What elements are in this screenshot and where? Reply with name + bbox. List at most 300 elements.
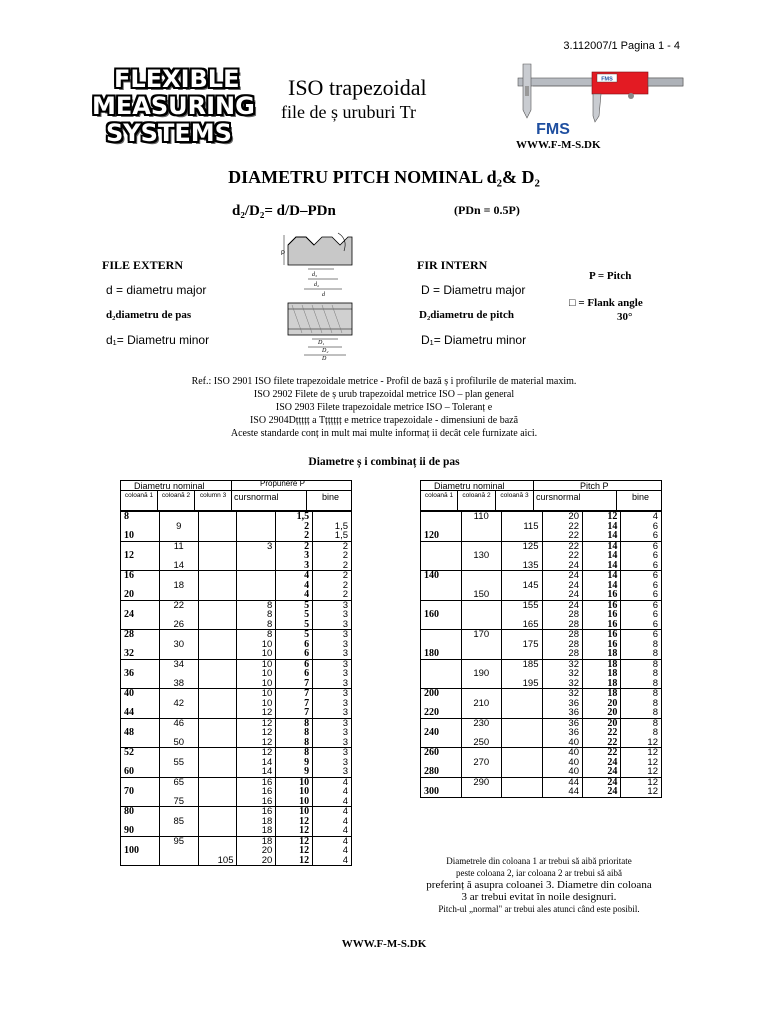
table-cell-c1 [121,561,160,571]
table-cell-c5: 16 [583,630,621,640]
table-cell-c6: 3 [313,649,352,659]
table-cell-c4: 12 [237,738,276,748]
table-cell-c1 [121,856,160,866]
table-cell-c1 [121,797,160,807]
table-cell-c1: 48 [121,728,160,738]
table-row [121,856,352,866]
table-cell-c2 [461,767,502,777]
table-cell-c6: 6 [621,551,662,561]
table-cell-c4: 40 [542,758,583,768]
table-cell-c2 [461,571,502,581]
table-row [121,728,352,738]
table-cell-c3: 195 [502,679,543,689]
table-cell-c1 [121,620,160,630]
table-cell-c4: 28 [542,649,583,659]
table-row [121,551,352,561]
table-cell-c6: 3 [313,767,352,777]
table-cell-c5: 18 [583,659,621,669]
table-cell-c5: 6 [276,640,313,650]
table-cell-c2 [461,600,502,610]
table-cell-c4: 8 [237,600,276,610]
table-cell-c4: 16 [237,797,276,807]
table-row [121,590,352,600]
table-cell-c6: 2 [313,581,352,591]
table-cell-c4: 24 [542,600,583,610]
table-cell-c2 [159,689,198,699]
note-line: peste coloana 2, iar coloana 2 ar trebui să aibă [456,868,622,878]
table-cell-c3 [198,541,237,551]
table-cell-c4: 18 [237,817,276,827]
table-cell-c4: 8 [237,610,276,620]
reference-line: Ref.: ISO 2901 ISO filete trapezoidale metrice - Profil de bază ș i profilurile de material maxim. [191,376,577,387]
table-cell-c2: 190 [461,669,502,679]
table-row [121,669,352,679]
table-cell-c6: 2 [313,590,352,600]
table-cell-c3 [502,708,543,718]
table-cell-c3 [502,571,543,581]
table-cell-c6: 3 [313,718,352,728]
table-cell-c5: 7 [276,708,313,718]
table-cell-c4: 32 [542,679,583,689]
table-cell-c5: 12 [583,512,621,522]
table-cell-c4: 10 [237,659,276,669]
standards-references [0,375,768,440]
table-cell-c2 [159,826,198,836]
table-cell-c3: 125 [502,541,543,551]
diagram-label-d3: d₃ [312,272,318,278]
table-cell-c5: 16 [583,610,621,620]
table-cell-c4: 12 [237,708,276,718]
table-row [421,787,662,797]
table-cell-c2 [461,610,502,620]
table-cell-c1: 120 [421,531,462,541]
table-cell-c6: 4 [313,807,352,817]
table-cell-c5: 3 [276,561,313,571]
table-cell-c2 [159,590,198,600]
table-cell-c4 [237,512,276,522]
legend-pitch: P = Pitch [589,270,632,282]
table-cell-c1: 20 [121,590,160,600]
right-header-col2: coloană 2 [462,492,491,499]
table-cell-c1: 300 [421,787,462,797]
table-cell-c4: 20 [237,846,276,856]
caliper-depth-rod [648,78,683,86]
table-row [421,708,662,718]
table-cell-c5: 18 [583,689,621,699]
table-cell-c6: 1,5 [313,522,352,532]
table-cell-c4: 28 [542,640,583,650]
table-cell-c6: 8 [621,669,662,679]
table-cell-c4: 28 [542,630,583,640]
table-cell-c6: 12 [621,758,662,768]
table-cell-c3 [198,728,237,738]
table-cell-c6: 8 [621,679,662,689]
table-cell-c1: 180 [421,649,462,659]
table-cell-c4 [237,551,276,561]
table-cell-c6: 8 [621,659,662,669]
table-cell-c4: 12 [237,728,276,738]
right-header-col1: coloană 1 [424,492,454,499]
table-cell-c6: 1,5 [313,531,352,541]
table-cell-c5: 16 [583,590,621,600]
table-cell-c3: 175 [502,640,543,650]
table-cell-c1 [421,738,462,748]
caliper-illustration [513,62,688,142]
table-cell-c6: 6 [621,610,662,620]
table-cell-c4: 24 [542,590,583,600]
table-cell-c6: 2 [313,561,352,571]
table-cell-c1: 44 [121,708,160,718]
table-row [421,522,662,532]
table-cell-c3 [198,522,237,532]
header-subtitle: file de ș uruburi Tr [281,102,416,122]
table-cell-c2: 9 [159,522,198,532]
table-cell-c3 [198,640,237,650]
note-line: preferinț ă asupra coloanei 3. Diametre din coloana [426,879,652,891]
table-cell-c1 [421,630,462,640]
table-cell-c5: 12 [276,836,313,846]
table-cell-c5: 20 [583,708,621,718]
table-cell-c1: 100 [121,846,160,856]
table-cell-c5: 12 [276,826,313,836]
table-cell-c4: 22 [542,531,583,541]
combinations-title: Diametre ș i combinaț ii de pas [308,456,460,468]
table-cell-c1: 220 [421,708,462,718]
table-cell-c6: 2 [313,551,352,561]
table-cell-c2 [159,856,198,866]
table-cell-c6: 12 [621,748,662,758]
table-cell-c6: 3 [313,659,352,669]
table-cell-c5: 8 [276,728,313,738]
table-cell-c5: 12 [276,846,313,856]
table-row [121,610,352,620]
table-row [421,738,662,748]
table-cell-c6: 2 [313,541,352,551]
table-cell-c4: 10 [237,640,276,650]
table-cell-c3 [198,649,237,659]
external-pitch-diameter: d₂diametru de pas [106,309,192,321]
caliper-moving-jaw [593,94,601,122]
table-cell-c6: 3 [313,758,352,768]
table-cell-c2: 150 [461,590,502,600]
table-cell-c6: 4 [313,787,352,797]
table-cell-c5: 6 [276,659,313,669]
table-cell-c3 [198,826,237,836]
table-cell-c3 [198,708,237,718]
table-cell-c3: 185 [502,659,543,669]
caliper-slider-label: FMS [601,76,613,83]
table-cell-c4: 24 [542,581,583,591]
table-cell-c3 [502,718,543,728]
table-cell-c6: 3 [313,640,352,650]
table-cell-c1: 28 [121,630,160,640]
table-cell-c5: 22 [583,728,621,738]
table-cell-c3 [198,767,237,777]
table-cell-c2: 42 [159,699,198,709]
table-cell-c5: 14 [583,541,621,551]
table-cell-c6: 6 [621,561,662,571]
table-cell-c2 [461,679,502,689]
table-cell-c2: 170 [461,630,502,640]
table-cell-c1: 8 [121,512,160,522]
table-cell-c5: 7 [276,699,313,709]
table-row [421,581,662,591]
table-cell-c2: 18 [159,581,198,591]
table-row [421,689,662,699]
table-row [421,679,662,689]
table-cell-c3 [198,590,237,600]
logo-line-1: FLEXIBLE [114,65,240,93]
table-row [121,797,352,807]
table-cell-c3 [198,758,237,768]
table-cell-c1 [421,620,462,630]
table-cell-c3: 145 [502,581,543,591]
diagram-label-D: D [322,356,327,360]
diagram-label-d2: d₂ [314,282,320,288]
table-cell-c5: 8 [276,738,313,748]
table-cell-c6: 8 [621,708,662,718]
table-cell-c4: 10 [237,649,276,659]
legend-angle-value: 30° [617,311,633,323]
right-data-table [420,511,662,798]
external-major: d = diametru major [106,283,207,297]
table-row [421,590,662,600]
table-cell-c5: 1,5 [276,512,313,522]
table-cell-c2: 290 [461,777,502,787]
table-row [121,679,352,689]
caliper-thumb-wheel [628,93,634,99]
table-cell-c2 [461,620,502,630]
table-cell-c6: 6 [621,590,662,600]
table-cell-c3 [198,777,237,787]
table-cell-c4: 12 [237,748,276,758]
right-header-nominal: Diametru nominal [434,481,505,491]
table-row [421,777,662,787]
table-cell-c2 [461,531,502,541]
table-row [121,699,352,709]
table-row [421,620,662,630]
table-cell-c3: 135 [502,561,543,571]
table-cell-c4: 44 [542,787,583,797]
table-row [421,767,662,777]
table-cell-c1: 200 [421,689,462,699]
table-cell-c1: 12 [121,551,160,561]
table-cell-c2 [461,787,502,797]
table-cell-c6: 6 [621,581,662,591]
table-cell-c6: 4 [313,826,352,836]
main-title: DIAMETRU PITCH NOMINAL d₂& D₂ [228,167,540,187]
table-cell-c2: 46 [159,718,198,728]
table-cell-c2 [461,640,502,650]
table-cell-c3 [198,817,237,827]
table-cell-c6: 3 [313,669,352,679]
left-header-col1: coloană 1 [124,492,154,499]
table-row [121,807,352,817]
table-cell-c2 [159,649,198,659]
table-cell-c5: 14 [583,551,621,561]
table-cell-c4: 18 [237,826,276,836]
table-cell-c6: 8 [621,718,662,728]
table-cell-c4: 16 [237,787,276,797]
table-cell-c3 [502,787,543,797]
table-cell-c4: 36 [542,718,583,728]
table-cell-c6: 3 [313,630,352,640]
table-cell-c5: 5 [276,630,313,640]
table-cell-c5: 4 [276,571,313,581]
top-url[interactable]: WWW.F-M-S.DK [516,139,601,151]
table-cell-c4: 44 [542,777,583,787]
table-cell-c2: 110 [461,512,502,522]
table-cell-c2: 210 [461,699,502,709]
page-reference: 3.112007/1 Pagina 1 - 4 [563,40,680,52]
table-cell-c4 [237,531,276,541]
table-cell-c5: 10 [276,797,313,807]
table-cell-c6: 6 [621,541,662,551]
internal-pitch-diameter: D₂diametru de pitch [419,309,514,321]
table-cell-c3: 105 [198,856,237,866]
reference-line: Aceste standarde conț in mult mai multe informaț ii decât cele furnizate aici. [230,428,538,439]
table-cell-c4: 20 [542,512,583,522]
table-cell-c2 [159,807,198,817]
table-cell-c4: 20 [237,856,276,866]
table-cell-c3 [502,748,543,758]
table-cell-c5: 18 [583,669,621,679]
table-cell-c6: 3 [313,699,352,709]
right-header-fine: bine [632,492,650,502]
left-header-nominal: Diametru nominal [134,481,205,491]
table-cell-c3 [502,689,543,699]
table-cell-c1 [421,590,462,600]
table-cell-c6: 6 [621,620,662,630]
table-cell-c5: 14 [583,531,621,541]
table-cell-c4 [237,561,276,571]
note-line: 3 ar trebui evitat în noile designuri. [461,891,617,903]
internal-heading: FIR INTERN [417,258,488,272]
table-cell-c1: 24 [121,610,160,620]
table-row [421,610,662,620]
table-row [121,649,352,659]
pdn-definition: (PDn = 0.5P) [454,203,520,217]
table-row [121,826,352,836]
table-cell-c3 [198,836,237,846]
right-header-col3: coloană 3 [500,492,529,499]
table-cell-c5: 24 [583,767,621,777]
table-cell-c5: 22 [583,748,621,758]
table-cell-c1: 52 [121,748,160,758]
table-cell-c3 [198,581,237,591]
table-cell-c3 [502,777,543,787]
table-cell-c3 [198,630,237,640]
table-cell-c5: 10 [276,777,313,787]
table-cell-c2: 34 [159,659,198,669]
fms-logo [92,65,255,156]
table-cell-c5: 16 [583,620,621,630]
right-header-coarse: cursnormal [536,492,581,502]
table-cell-c4: 12 [237,718,276,728]
table-cell-c6: 6 [621,522,662,532]
table-cell-c2 [461,708,502,718]
table-cell-c2: 270 [461,758,502,768]
table-row [421,531,662,541]
table-cell-c5: 8 [276,718,313,728]
table-cell-c6: 3 [313,600,352,610]
table-cell-c3 [502,758,543,768]
table-cell-c3 [198,699,237,709]
table-cell-c2 [159,767,198,777]
footer-url[interactable]: WWW.F-M-S.DK [341,938,427,950]
table-cell-c6: 12 [621,787,662,797]
table-cell-c3 [502,649,543,659]
table-cell-c4 [237,571,276,581]
table-cell-c6: 12 [621,777,662,787]
table-cell-c4: 22 [542,551,583,561]
table-cell-c3 [198,551,237,561]
note-line: Pitch-ul „normal" ar trebui ales atunci când este posibil. [438,904,640,914]
table-cell-c6: 8 [621,640,662,650]
logo-line-2: MEASURING [92,92,255,120]
table-cell-c6: 2 [313,571,352,581]
table-cell-c1: 90 [121,826,160,836]
table-cell-c6: 12 [621,767,662,777]
table-cell-c2 [461,649,502,659]
table-cell-c6: 8 [621,728,662,738]
table-cell-c6: 3 [313,738,352,748]
table-cell-c4: 14 [237,758,276,768]
table-row [121,531,352,541]
table-cell-c2: 75 [159,797,198,807]
table-cell-c4: 8 [237,630,276,640]
table-cell-c5: 9 [276,758,313,768]
table-cell-c1 [421,669,462,679]
table-cell-c5: 2 [276,531,313,541]
table-cell-c4: 14 [237,767,276,777]
table-row [421,541,662,551]
table-row [121,758,352,768]
table-cell-c5: 9 [276,767,313,777]
table-row [121,571,352,581]
table-cell-c5: 5 [276,620,313,630]
internal-minor: D₁= Diametru minor [421,333,527,347]
table-row [121,748,352,758]
table-cell-c6: 3 [313,689,352,699]
table-cell-c2: 250 [461,738,502,748]
table-cell-c5: 24 [583,777,621,787]
table-cell-c1 [421,581,462,591]
table-cell-c1: 36 [121,669,160,679]
table-row [121,581,352,591]
diagram-label-d: d [322,292,325,298]
table-cell-c6: 3 [313,620,352,630]
table-cell-c3 [502,738,543,748]
table-row [121,718,352,728]
header-title: ISO trapezoidal [288,75,427,100]
table-cell-c2: 11 [159,541,198,551]
table-cell-c3 [198,571,237,581]
note-line: Diametrele din coloana 1 ar trebui să aibă prioritate [446,856,632,866]
table-cell-c5: 22 [583,738,621,748]
table-cell-c3 [198,689,237,699]
table-cell-c4: 40 [542,738,583,748]
logo-line-3: SYSTEMS [106,119,232,147]
table-row [421,748,662,758]
table-cell-c4 [237,522,276,532]
table-cell-c3: 165 [502,620,543,630]
table-cell-c3 [198,669,237,679]
table-cell-c2: 38 [159,679,198,689]
table-cell-c6: 6 [621,571,662,581]
table-row [421,600,662,610]
table-cell-c4: 8 [237,620,276,630]
